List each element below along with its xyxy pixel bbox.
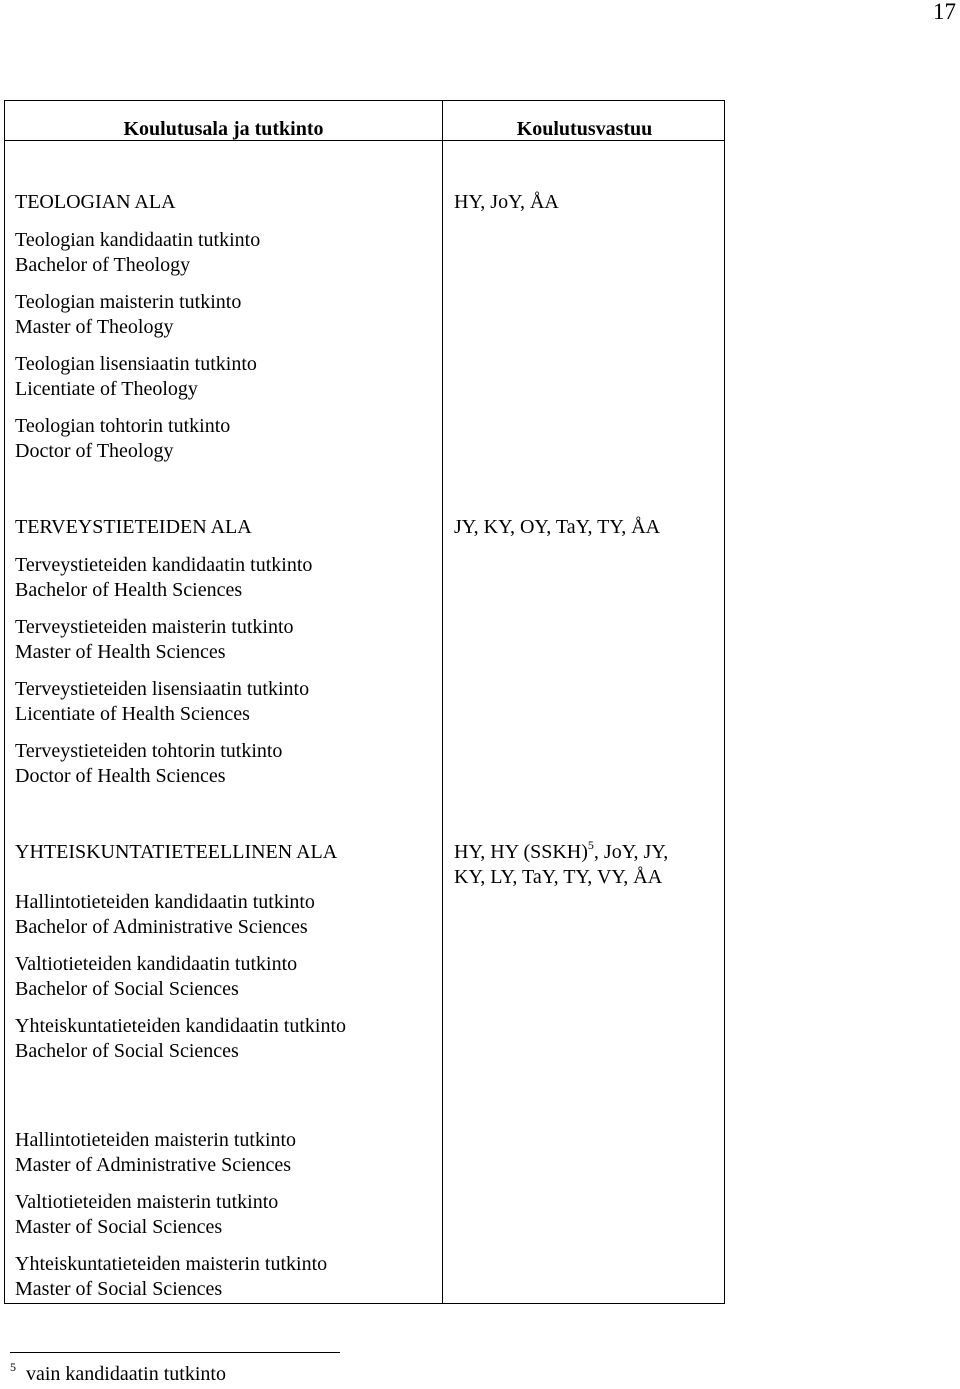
footnote-text: vain kandidaatin tutkinto: [26, 1363, 226, 1385]
degree-name-en: Master of Social Sciences: [15, 1216, 223, 1238]
degree-entry: [15, 1014, 435, 1064]
section-social-sciences: [15, 840, 435, 1076]
degree-entry: [15, 228, 435, 278]
footnote-mark: 5: [10, 1360, 16, 1374]
responsibility-health-sciences: [454, 515, 719, 540]
degree-name-en: Master of Theology: [15, 316, 174, 338]
degree-name-fi: Hallintotieteiden maisterin tutkinto: [15, 1129, 297, 1151]
degree-name-fi: Terveystieteiden tohtorin tutkinto: [15, 740, 283, 762]
degree-name-en: Bachelor of Social Sciences: [15, 978, 239, 1000]
degree-name-en: Bachelor of Administrative Sciences: [15, 916, 308, 938]
degree-entry: [15, 553, 435, 603]
degree-entry: [15, 290, 435, 340]
footnote-separator: [10, 1352, 340, 1353]
degree-name-en: Doctor of Theology: [15, 440, 174, 462]
page-number: 17: [933, 0, 956, 24]
header-field-and-degree: Koulutusala ja tutkinto: [123, 118, 324, 140]
section-health-sciences: [15, 515, 435, 801]
section-theology: [15, 190, 435, 476]
footnote: [10, 1360, 226, 1386]
section-social-sciences-masters: [15, 1128, 435, 1314]
degree-name-fi: Hallintotieteiden kandidaatin tutkinto: [15, 891, 315, 913]
degree-name-fi: Teologian tohtorin tutkinto: [15, 415, 231, 437]
degree-name-en: Bachelor of Health Sciences: [15, 579, 243, 601]
degree-entry: [15, 414, 435, 464]
degree-name-fi: Terveystieteiden kandidaatin tutkinto: [15, 554, 313, 576]
degree-name-en: Master of Health Sciences: [15, 641, 226, 663]
degree-entry: [15, 739, 435, 789]
responsibility-theology: [454, 190, 719, 215]
degree-name-fi: Valtiotieteiden kandidaatin tutkinto: [15, 953, 298, 975]
responsibility-text: [454, 840, 719, 865]
degree-name-fi: Yhteiskuntatieteiden kandidaatin tutkinto: [15, 1015, 347, 1037]
responsibility-text: JY, KY, OY, TaY, TY, ÅA: [454, 516, 661, 538]
section-heading: YHTEISKUNTATIETEELLINEN ALA: [15, 841, 338, 863]
degree-name-fi: Teologian lisensiaatin tutkinto: [15, 353, 257, 375]
footnote-reference: 5: [587, 838, 594, 852]
section-heading: TEOLOGIAN ALA: [15, 191, 176, 213]
degree-table: [4, 100, 725, 1304]
degree-entry: [15, 677, 435, 727]
degree-entry: [15, 1190, 435, 1240]
degree-name-fi: Terveystieteiden maisterin tutkinto: [15, 616, 294, 638]
degree-entry: [15, 1128, 435, 1178]
degree-name-fi: Valtiotieteiden maisterin tutkinto: [15, 1191, 279, 1213]
degree-entry: [15, 952, 435, 1002]
degree-name-en: Bachelor of Social Sciences: [15, 1040, 239, 1062]
degree-name-fi: Teologian kandidaatin tutkinto: [15, 229, 261, 251]
responsibility-part: HY, HY (SSKH): [454, 841, 588, 863]
degree-name-en: Licentiate of Theology: [15, 378, 198, 400]
degree-entry: [15, 1252, 435, 1302]
degree-entry: [15, 890, 435, 940]
header-responsibility: Koulutusvastuu: [516, 118, 653, 140]
degree-entry: [15, 352, 435, 402]
responsibility-part: , JoY, JY,: [593, 841, 669, 863]
column-divider: [442, 101, 443, 1303]
degree-name-en: Licentiate of Health Sciences: [15, 703, 250, 725]
degree-name-fi: Yhteiskuntatieteiden maisterin tutkinto: [15, 1253, 328, 1275]
responsibility-text: KY, LY, TaY, TY, VY, ÅA: [454, 866, 663, 888]
degree-name-fi: Terveystieteiden lisensiaatin tutkinto: [15, 678, 310, 700]
degree-name-en: Bachelor of Theology: [15, 254, 191, 276]
degree-name-fi: Teologian maisterin tutkinto: [15, 291, 242, 313]
degree-name-en: Doctor of Health Sciences: [15, 765, 226, 787]
responsibility-social-sciences: [454, 840, 719, 890]
section-heading: TERVEYSTIETEIDEN ALA: [15, 516, 252, 538]
degree-entry: [15, 615, 435, 665]
degree-name-en: Master of Social Sciences: [15, 1278, 223, 1300]
degree-name-en: Master of Administrative Sciences: [15, 1154, 292, 1176]
responsibility-text: HY, JoY, ÅA: [454, 191, 559, 213]
